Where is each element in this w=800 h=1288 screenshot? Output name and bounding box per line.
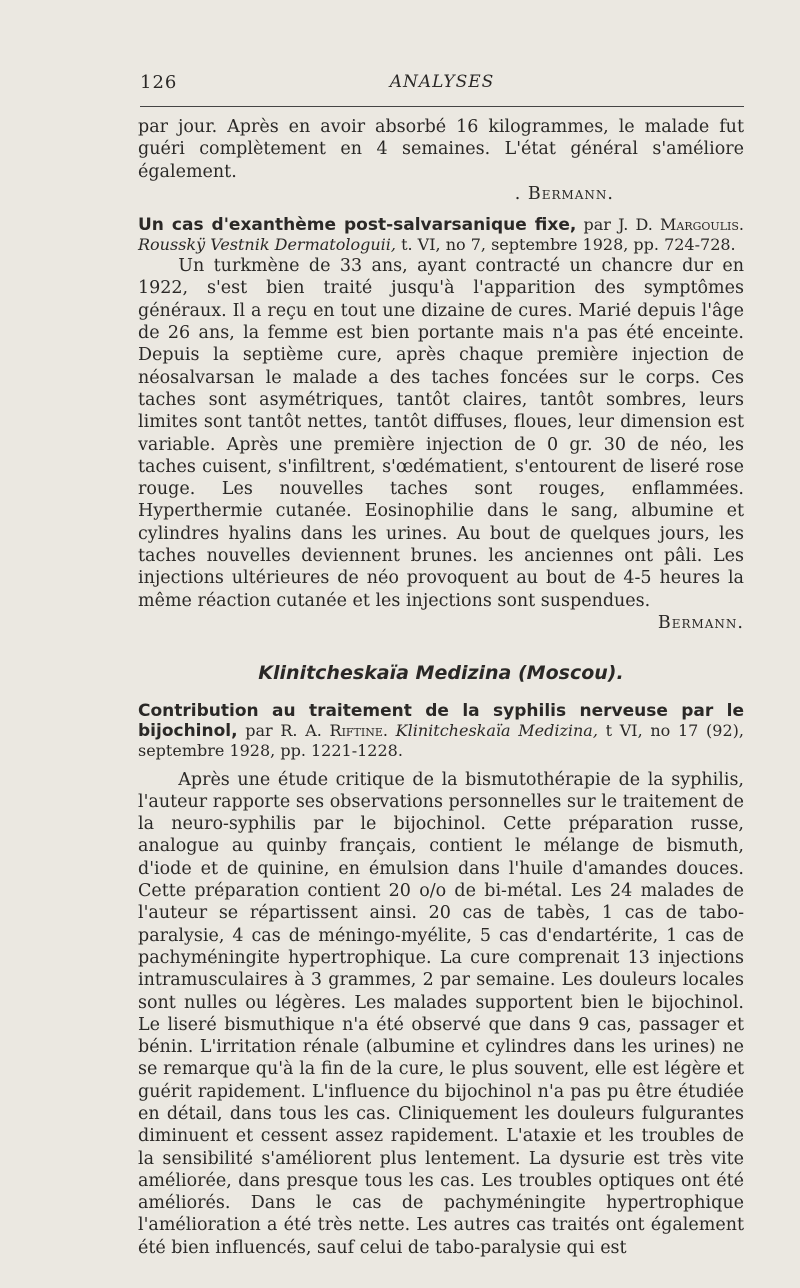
page-number: 126 — [140, 72, 178, 93]
article-body — [138, 255, 744, 633]
article-body: Après une étude critique de la bismutothérapie de la syphilis, l'auteur rapporte ses observations personnelles sur le traitement de la neuro-syphilis par le bijochinol. Cette préparation russe, analogue au quinby français, contient le mélange de bismuth, d'iode et de quinine, en émulsion dans l'huile d'amandes douces. Cette préparation contient 20 o/o de bi-métal. Les 24 malades de l'auteur se répartissent ainsi. 20 cas de tabès, 1 cas de tabo-paralysie, 4 cas de méningo-myélite, 5 cas d'endartérite, 1 cas de pachyméningite hypertrophique. La cure comprenait 13 injections intramusculaires à 3 grammes, 2 par semaine. Les douleurs locales sont nulles ou légères. Les malades supportent bien le bijochinol. Le liseré bismuthique n'a été observé que dans 9 cas, passager et bénin. L'irritation rénale (albumine et cylindres dans les urines) ne se remarque qu'à la fin de la cure, le plus souvent, elle est légère et guérit rapidement. L'influence du bijochinol n'a pas pu être étudiée en détail, dans tous les cas. Cliniquement les douleurs fulgurantes diminuent et cessent assez rapidement. L'ataxie et les troubles de la sensibilité s'améliorent plus lentement. La dysurie est très vite améliorée, dans presque tous les cas. Les troubles optiques ont été améliorés. Dans le cas de pachyméningite hypertrophique l'amélioration a été très nette. Les autres cas traités ont également été bien influencés, sauf celui de tabo-paralysie qui est — [138, 769, 744, 1258]
article-heading-exanthème — [138, 215, 744, 255]
article-reference: t. VI, no 7, septembre 1928, pp. 724-728. — [401, 235, 736, 255]
article-heading-bijochinol — [138, 701, 744, 761]
article-journal: Rousskÿ Vestnik Dermatologuii, — [138, 235, 396, 255]
article-by: par J. D. — [583, 215, 653, 235]
previous-article-tail: par jour. Après en avoir absorbé 16 kilogrammes, le malade fut guéri complètement en 4 semaines. L'état général s'améliore également. — [138, 117, 744, 182]
previous-article-signature: . Bermann. — [514, 183, 614, 204]
article-signature: Bermann. — [657, 612, 744, 633]
running-head: ANALYSES — [389, 72, 495, 92]
article-journal: Klinitcheskaïa Medizina, — [395, 720, 598, 740]
page-content — [138, 116, 744, 1259]
article-body-text: Un turkmène de 33 ans, ayant contracté un chancre dur en 1922, s'est bien traité jusqu'à l'apparition des symptômes généraux. Il a reçu en tout une dizaine de cures. Marié depuis l'âge de 26 ans, la femme est bien portante mais n'a pas été enceinte. Depuis la septième cure, après chaque première injection de néosalvarsan le malade a des taches foncées sur le corps. Ces taches sont asymétriques, tantôt claires, tantôt sombres, leurs limites sont tantôt nettes, tantôt diffuses, floues, leur dimension est variable. Après une première injection de 0 gr. 30 de néo, les taches cuisent, s'infiltrent, s'œdématient, s'entourent de liseré rose rouge. Les nouvelles taches sont rouges, enflammées. Hyperthermie cutanée. Eosinophilie dans le sang, albumine et cylindres hyalins dans les urines. Au bout de quelques jours, les taches nouvelles deviennent brunes. les anciennes ont pâli. Les injections ultérieures de néo provoquent au bout de 4-5 heures la même réaction cutanée et les injections sont suspendues. — [138, 256, 744, 611]
header-rule — [140, 106, 744, 107]
article-by: par R. A. — [245, 720, 322, 740]
section-heading: Klinitcheskaïa Medizina (Moscou). — [258, 662, 624, 685]
article-author: Margoulis. — [660, 215, 744, 235]
article-title: Contribution au traitement de la syphilis nerveuse par le bijochinol, — [138, 700, 744, 741]
article-title: Un cas d'exanthème post-salvarsanique fixe, — [138, 215, 577, 236]
page-header — [140, 72, 744, 100]
article-author: Riftine. — [329, 720, 388, 740]
article-reference: t VI, no 17 (92), septembre 1928, pp. 1221-1228. — [138, 720, 744, 760]
